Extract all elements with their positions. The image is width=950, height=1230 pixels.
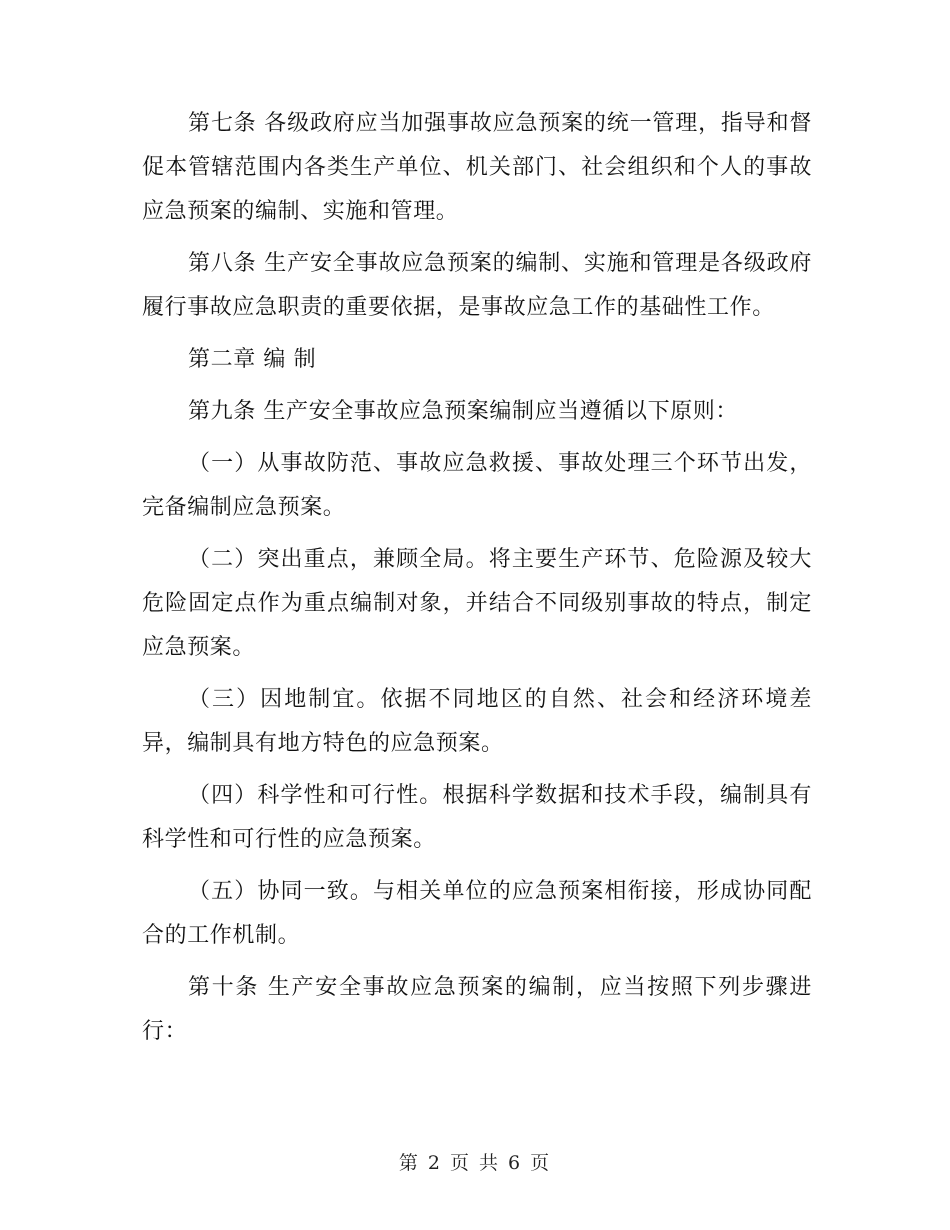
principle-item-3: （三）因地制宜。依据不同地区的自然、社会和经济环境差异，编制具有地方特色的应急预案。 [142,687,812,756]
paragraph-article-9: 第九条 生产安全事故应急预案编制应当遵循以下原则： [188,399,738,424]
paragraph-article-8: 第八条 生产安全事故应急预案的编制、实施和管理是各级政府履行事故应急职责的重要依据，是事故应急工作的基础性工作。 [142,251,812,320]
chapter-heading: 第二章 编 制 [188,347,317,372]
principle-item-5: （五）协同一致。与相关单位的应急预案相衔接，形成协同配合的工作机制。 [142,879,812,948]
paragraph-article-7: 第七条 各级政府应当加强事故应急预案的统一管理，指导和督促本管辖范围内各类生产单位、机关部门、社会组织和个人的事故应急预案的编制、实施和管理。 [142,111,812,224]
principle-item-4: （四）科学性和可行性。根据科学数据和技术手段，编制具有科学性和可行性的应急预案。 [142,783,812,852]
paragraph-article-10: 第十条 生产安全事故应急预案的编制，应当按照下列步骤进行： [142,975,812,1044]
page-number-footer: 第 2 页 共 6 页 [398,1152,552,1174]
principle-item-2: （二）突出重点，兼顾全局。将主要生产环节、危险源及较大危险固定点作为重点编制对象，并结合不同级别事故的特点，制定应急预案。 [142,547,812,660]
document-body [142,102,812,1054]
principle-item-1: （一）从事故防范、事故应急救援、事故处理三个环节出发，完备编制应急预案。 [142,451,812,520]
